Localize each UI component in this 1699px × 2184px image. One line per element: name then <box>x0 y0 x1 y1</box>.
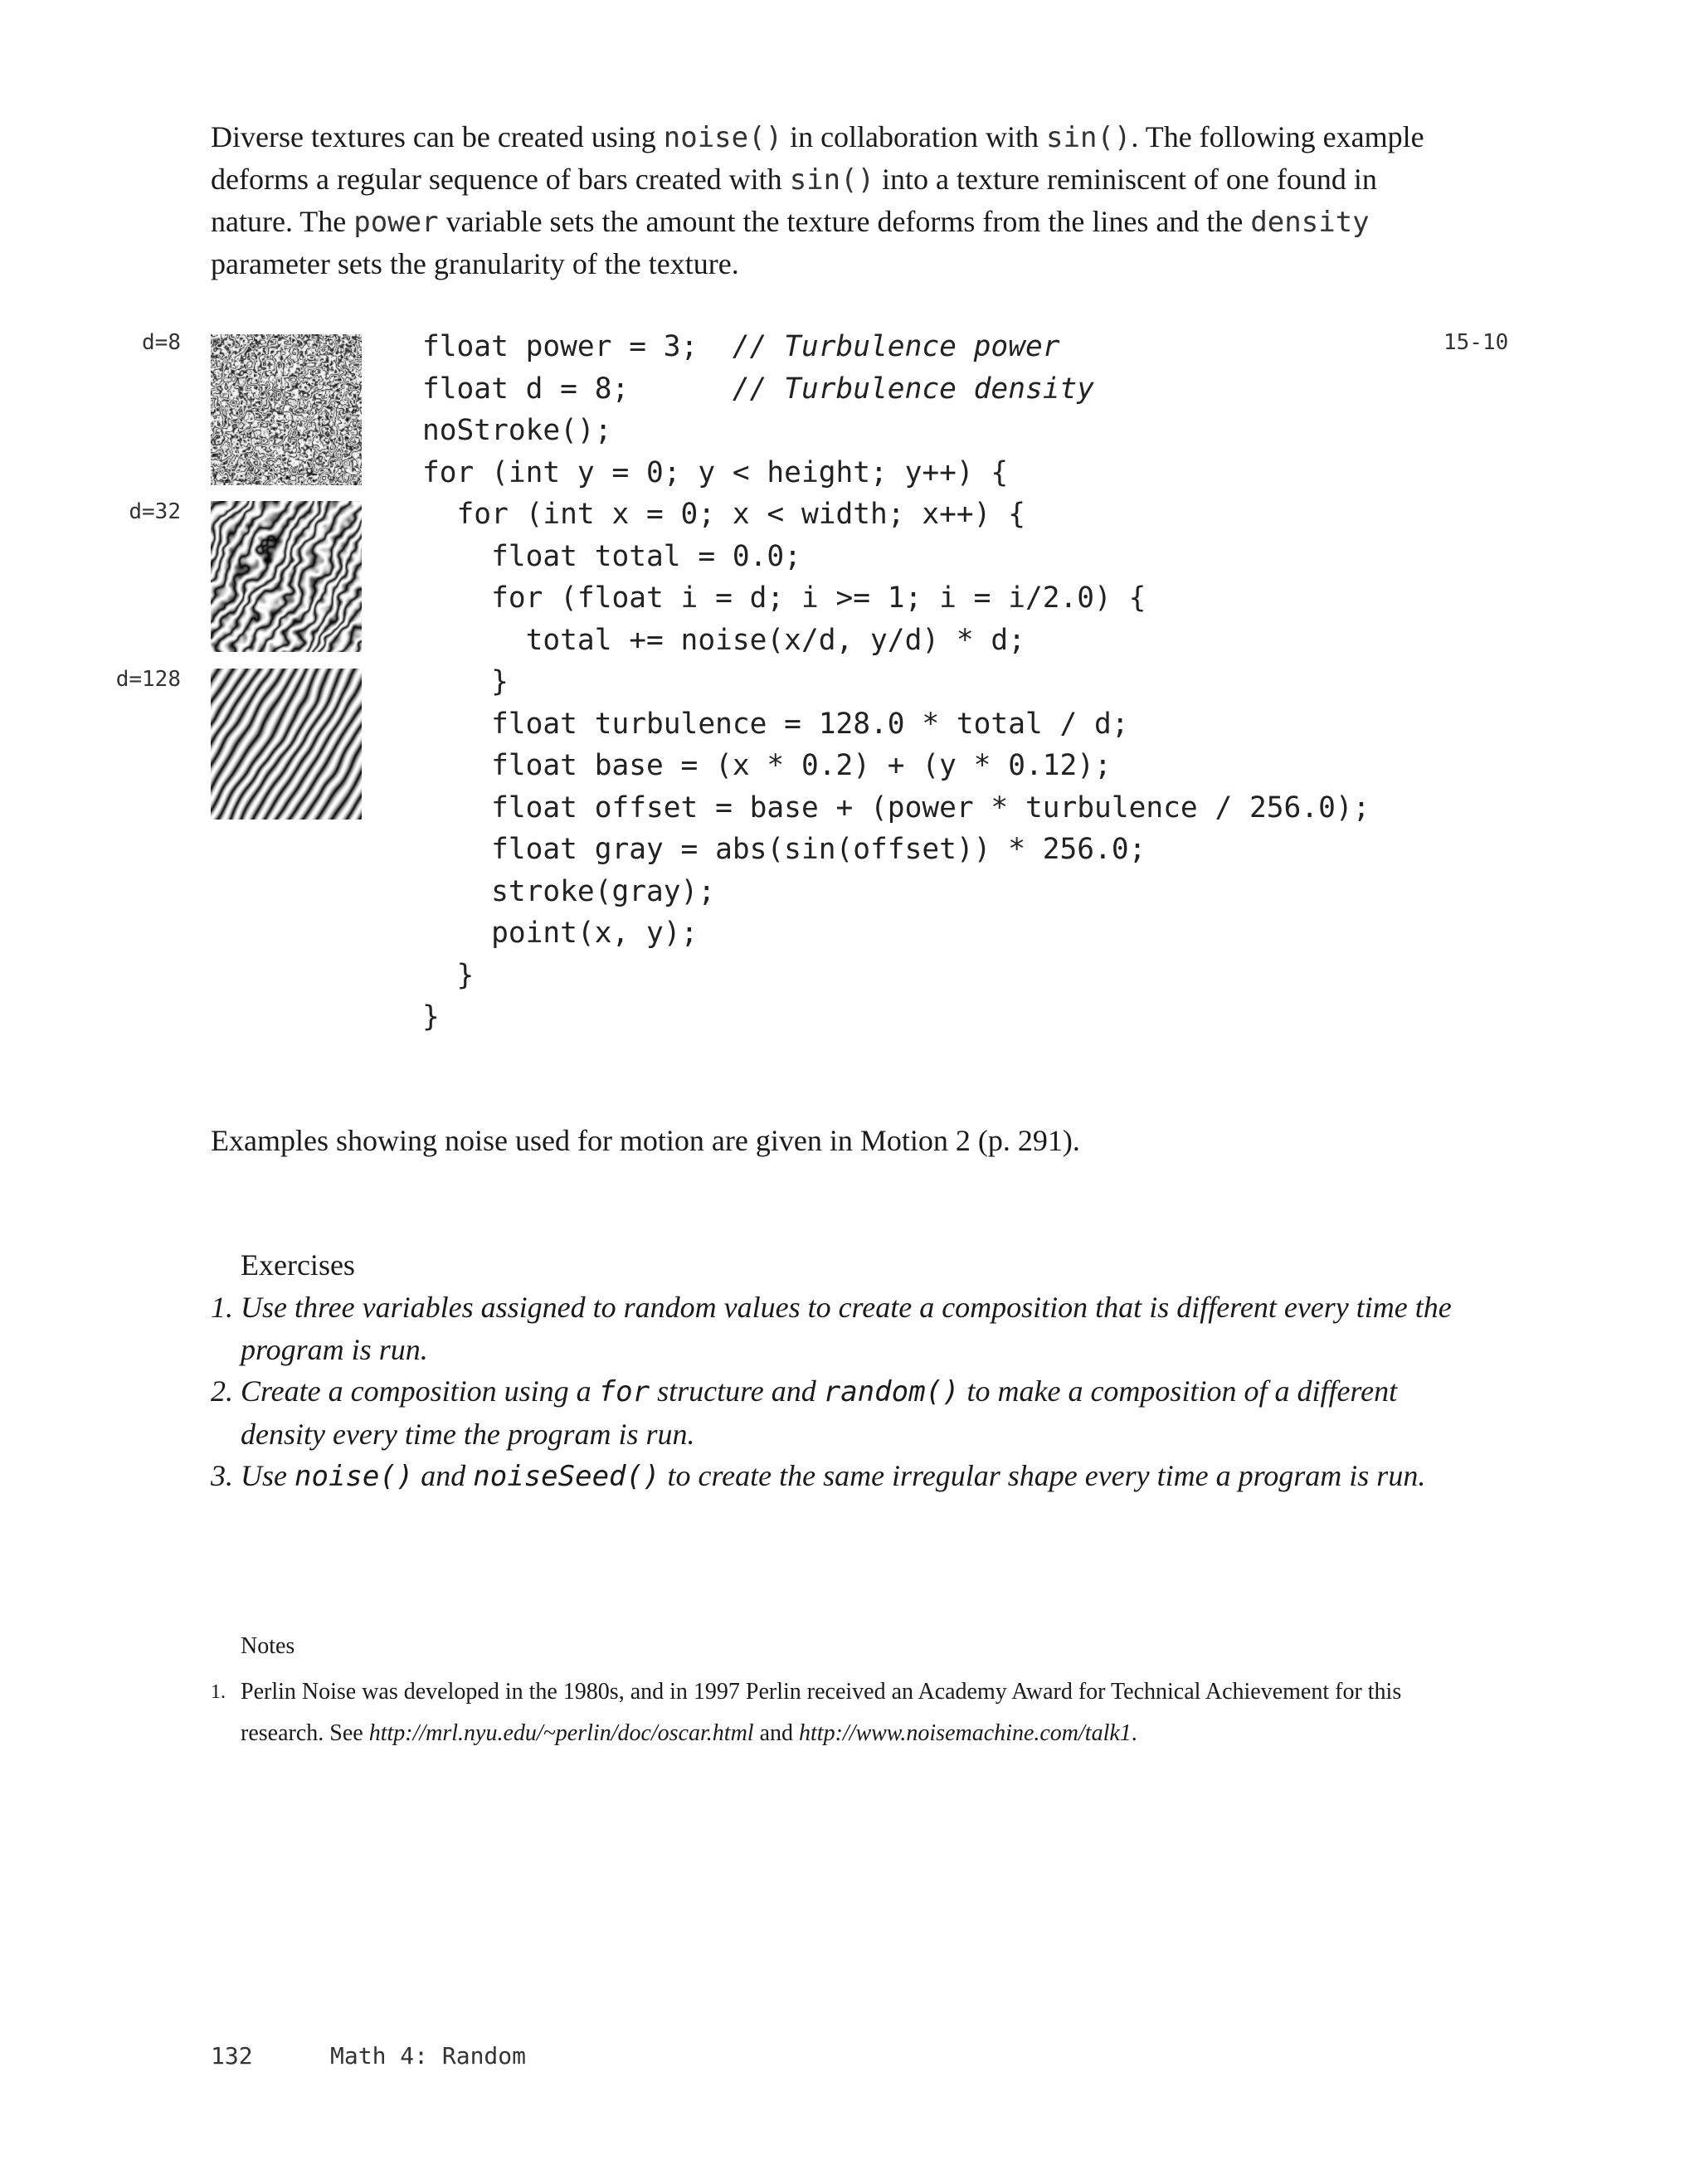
code-line: total += noise(x/d, y/d) * d; <box>422 623 1025 657</box>
texture-thumbnail-d8 <box>211 334 362 485</box>
code-line: for (int x = 0; x < width; x++) { <box>422 498 1025 531</box>
notes-list <box>211 1671 1455 1754</box>
code-line: point(x, y); <box>422 917 699 950</box>
code-line: noStroke(); <box>422 414 612 447</box>
intro-code-sin: sin() <box>789 163 875 197</box>
code-line: stroke(gray); <box>422 874 716 908</box>
note-number: 1. <box>211 1681 226 1703</box>
exercise-code: noiseSeed() <box>473 1460 660 1493</box>
exercise-number: 1. <box>211 1291 233 1324</box>
note-item: 1. Perlin Noise was developed in the 1980s, and in 1997 Perlin received an Academy Award for Technical Achievement for this research. See http://mrl.nyu.edu/~perlin/doc/oscar.html and http://www.noisemachine.com/talk1. <box>211 1671 1455 1754</box>
intro-code-density: density <box>1250 206 1370 239</box>
code-line: } <box>422 1000 440 1034</box>
exercise-code: for <box>598 1375 650 1408</box>
intro-code-power: power <box>353 206 439 239</box>
intro-code-sin: sin() <box>1046 121 1132 154</box>
code-listing <box>422 326 1370 1038</box>
exercise-item: 3. Use noise() and noiseSeed() to create the same irregular shape every time a program is run. <box>211 1455 1455 1498</box>
texture-thumbnail-d128 <box>211 669 362 820</box>
code-line: float total = 0.0; <box>422 539 801 573</box>
code-line: float offset = base + (power * turbulence / 256.0); <box>422 790 1370 824</box>
exercise-number: 2. <box>211 1374 233 1408</box>
thumb-label-d8: d=8 <box>142 330 181 355</box>
code-line: } <box>422 958 475 992</box>
code-comment: // Turbulence density <box>732 372 1095 406</box>
code-comment: // Turbulence power <box>732 330 1060 363</box>
exercise-item: 1. Use three variables assigned to random values to create a composition that is different every time the program is run. <box>211 1287 1455 1370</box>
notes-heading: Notes <box>241 1633 295 1659</box>
intro-text: . The following example deforms a regular sequence of bars created with <box>211 120 1424 196</box>
code-line: float turbulence = 128.0 * total / d; <box>422 707 1129 741</box>
note-url: http://www.noisemachine.com/talk1 <box>799 1720 1132 1746</box>
thumb-label-d32: d=32 <box>129 499 181 524</box>
code-line: for (int y = 0; y < height; y++) { <box>422 455 1009 489</box>
motion-note: Examples showing noise used for motion are given in Motion 2 (p. 291). <box>211 1124 1080 1157</box>
code-line: float d = 8; // Turbulence density <box>422 372 1095 406</box>
intro-code-noise: noise() <box>663 121 783 154</box>
code-line: float base = (x * 0.2) + (y * 0.12); <box>422 749 1112 782</box>
intro-text: in collaboration with <box>782 120 1046 153</box>
thumb-label-d128: d=128 <box>115 667 181 692</box>
exercise-code: noise() <box>295 1460 414 1493</box>
exercise-code: random() <box>823 1375 960 1408</box>
note-url: http://mrl.nyu.edu/~perlin/doc/oscar.html <box>368 1720 754 1746</box>
intro-paragraph <box>211 116 1455 285</box>
exercise-item: 2. Create a composition using a for structure and random() to make a composition of a different density every time the program is run. <box>211 1370 1455 1455</box>
running-footer-section: Math 4: Random <box>330 2042 527 2070</box>
code-line: for (float i = d; i >= 1; i = i/2.0) { <box>422 581 1146 615</box>
exercise-number: 3. <box>211 1459 233 1492</box>
page-number: 132 <box>211 2042 253 2070</box>
exercise-list <box>211 1287 1455 1498</box>
intro-text: Diverse textures can be created using <box>211 120 664 153</box>
code-line: } <box>422 665 509 698</box>
intro-text: parameter sets the granularity of the texture. <box>211 247 739 280</box>
intro-text: variable sets the amount the texture deforms from the lines and the <box>438 205 1251 238</box>
code-line: float power = 3; // Turbulence power <box>422 330 1060 363</box>
exercises-heading: Exercises <box>241 1248 355 1282</box>
code-line: float gray = abs(sin(offset)) * 256.0; <box>422 833 1146 866</box>
intro-text: into a texture reminiscent of one found in nature. The <box>211 163 1377 238</box>
texture-thumbnail-d32 <box>211 501 362 652</box>
example-number: 15-10 <box>1443 330 1509 355</box>
